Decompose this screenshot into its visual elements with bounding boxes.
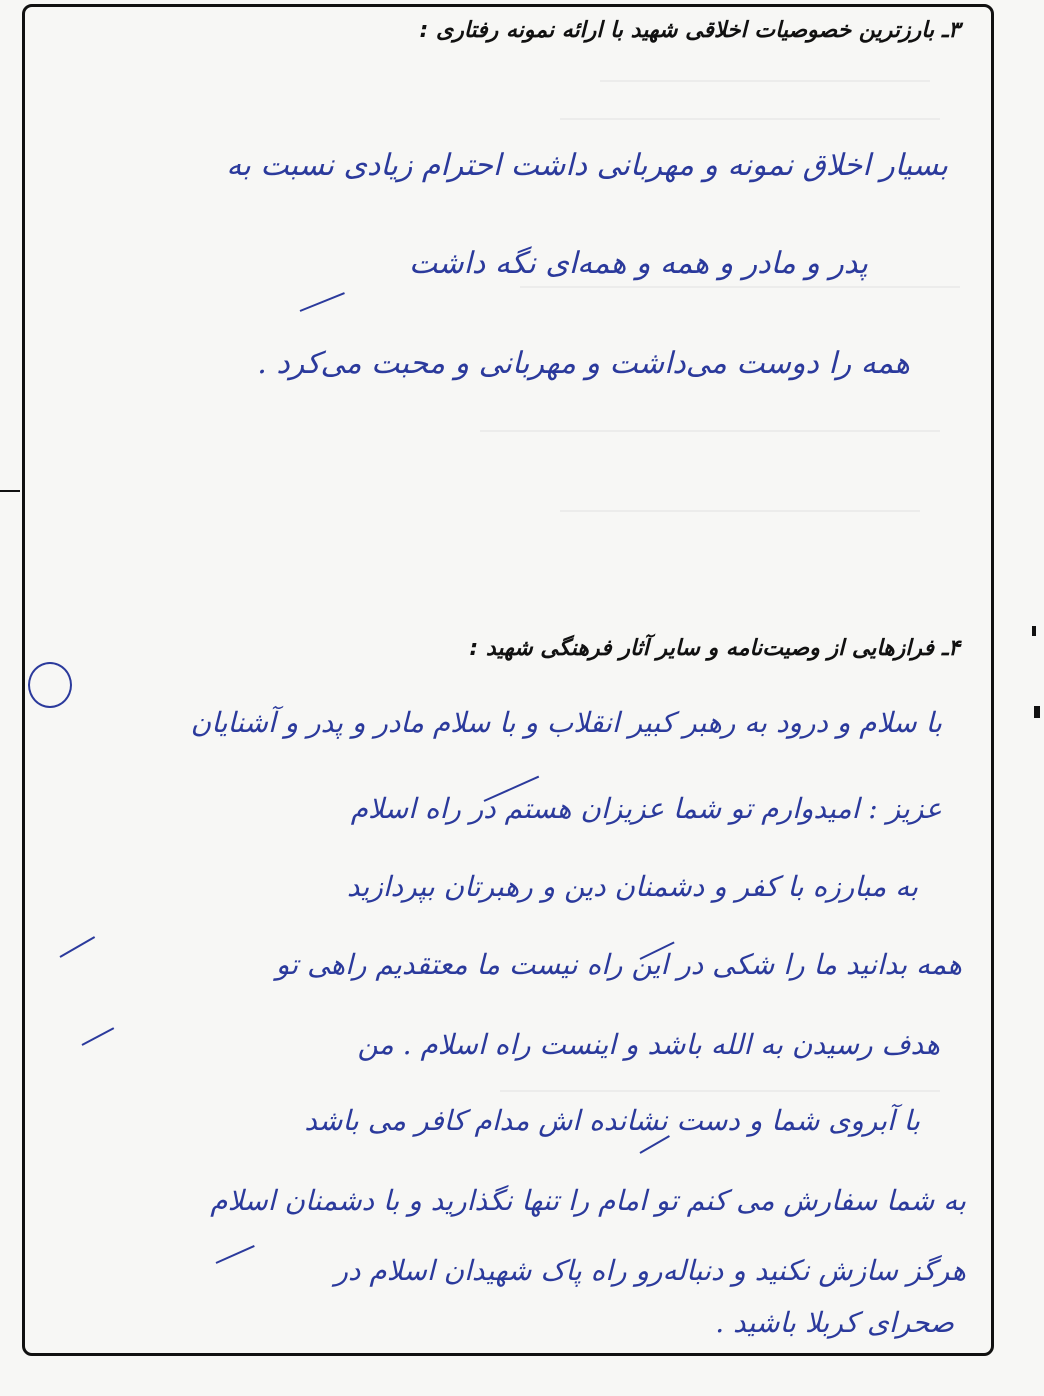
bleed-through-line [480, 430, 940, 432]
left-margin-tick [0, 490, 20, 492]
will-line: با سلام و درود به رهبر کبیر انقلاب و با سلام مادر و پدر و آشنایان [190, 706, 942, 739]
will-line: صحرای کربلا باشید . [715, 1306, 954, 1339]
bleed-through-line [560, 118, 940, 120]
will-line: هرگز سازش نکنید و دنباله‌رو راه پاک شهیدان اسلام در [334, 1254, 966, 1287]
margin-circle-mark [28, 662, 72, 708]
section-3-heading: ۳ـ بارزترین خصوصیات اخلاقی شهید با ارائه نمونه رفتاری : [419, 18, 960, 43]
section-3-line: پدر و مادر و همه و همه‌ای نگه داشت [409, 246, 868, 281]
will-line: با آبروی شما و دست نشانده اش مدام کافر می باشد [304, 1104, 920, 1137]
will-line: هدف رسیدن به الله باشد و اینست راه اسلام . من [357, 1028, 940, 1061]
section-4-heading: ۴ـ فرازهایی از وصیت‌نامه و سایر آثار فرهنگی شهید : [469, 636, 960, 661]
will-line: به مبارزه با کفر و دشمنان دین و رهبرتان بپردازید [346, 870, 918, 903]
section-3-line: بسیار اخلاق نمونه و مهربانی داشت احترام زیادی نسبت به [226, 148, 948, 183]
will-line: عزیز : امیدوارم تو شما عزیزان هستم در راه اسلام [350, 792, 942, 825]
right-margin-mark [1034, 706, 1040, 718]
bleed-through-line [500, 1090, 940, 1092]
page-frame [22, 4, 994, 1356]
will-line: به شما سفارش می کنم تو امام را تنها نگذارید و با دشمنان اسلام [210, 1184, 966, 1217]
section-3-line: همه را دوست می‌داشت و مهربانی و محبت می‌کرد . [257, 346, 910, 381]
will-line: همه بدانید ما را شکی در این راه نیست ما معتقدیم راهی تو [275, 948, 962, 981]
bleed-through-line [520, 286, 960, 288]
bleed-through-line [600, 80, 930, 82]
bleed-through-line [560, 510, 920, 512]
right-margin-dot [1032, 626, 1036, 636]
